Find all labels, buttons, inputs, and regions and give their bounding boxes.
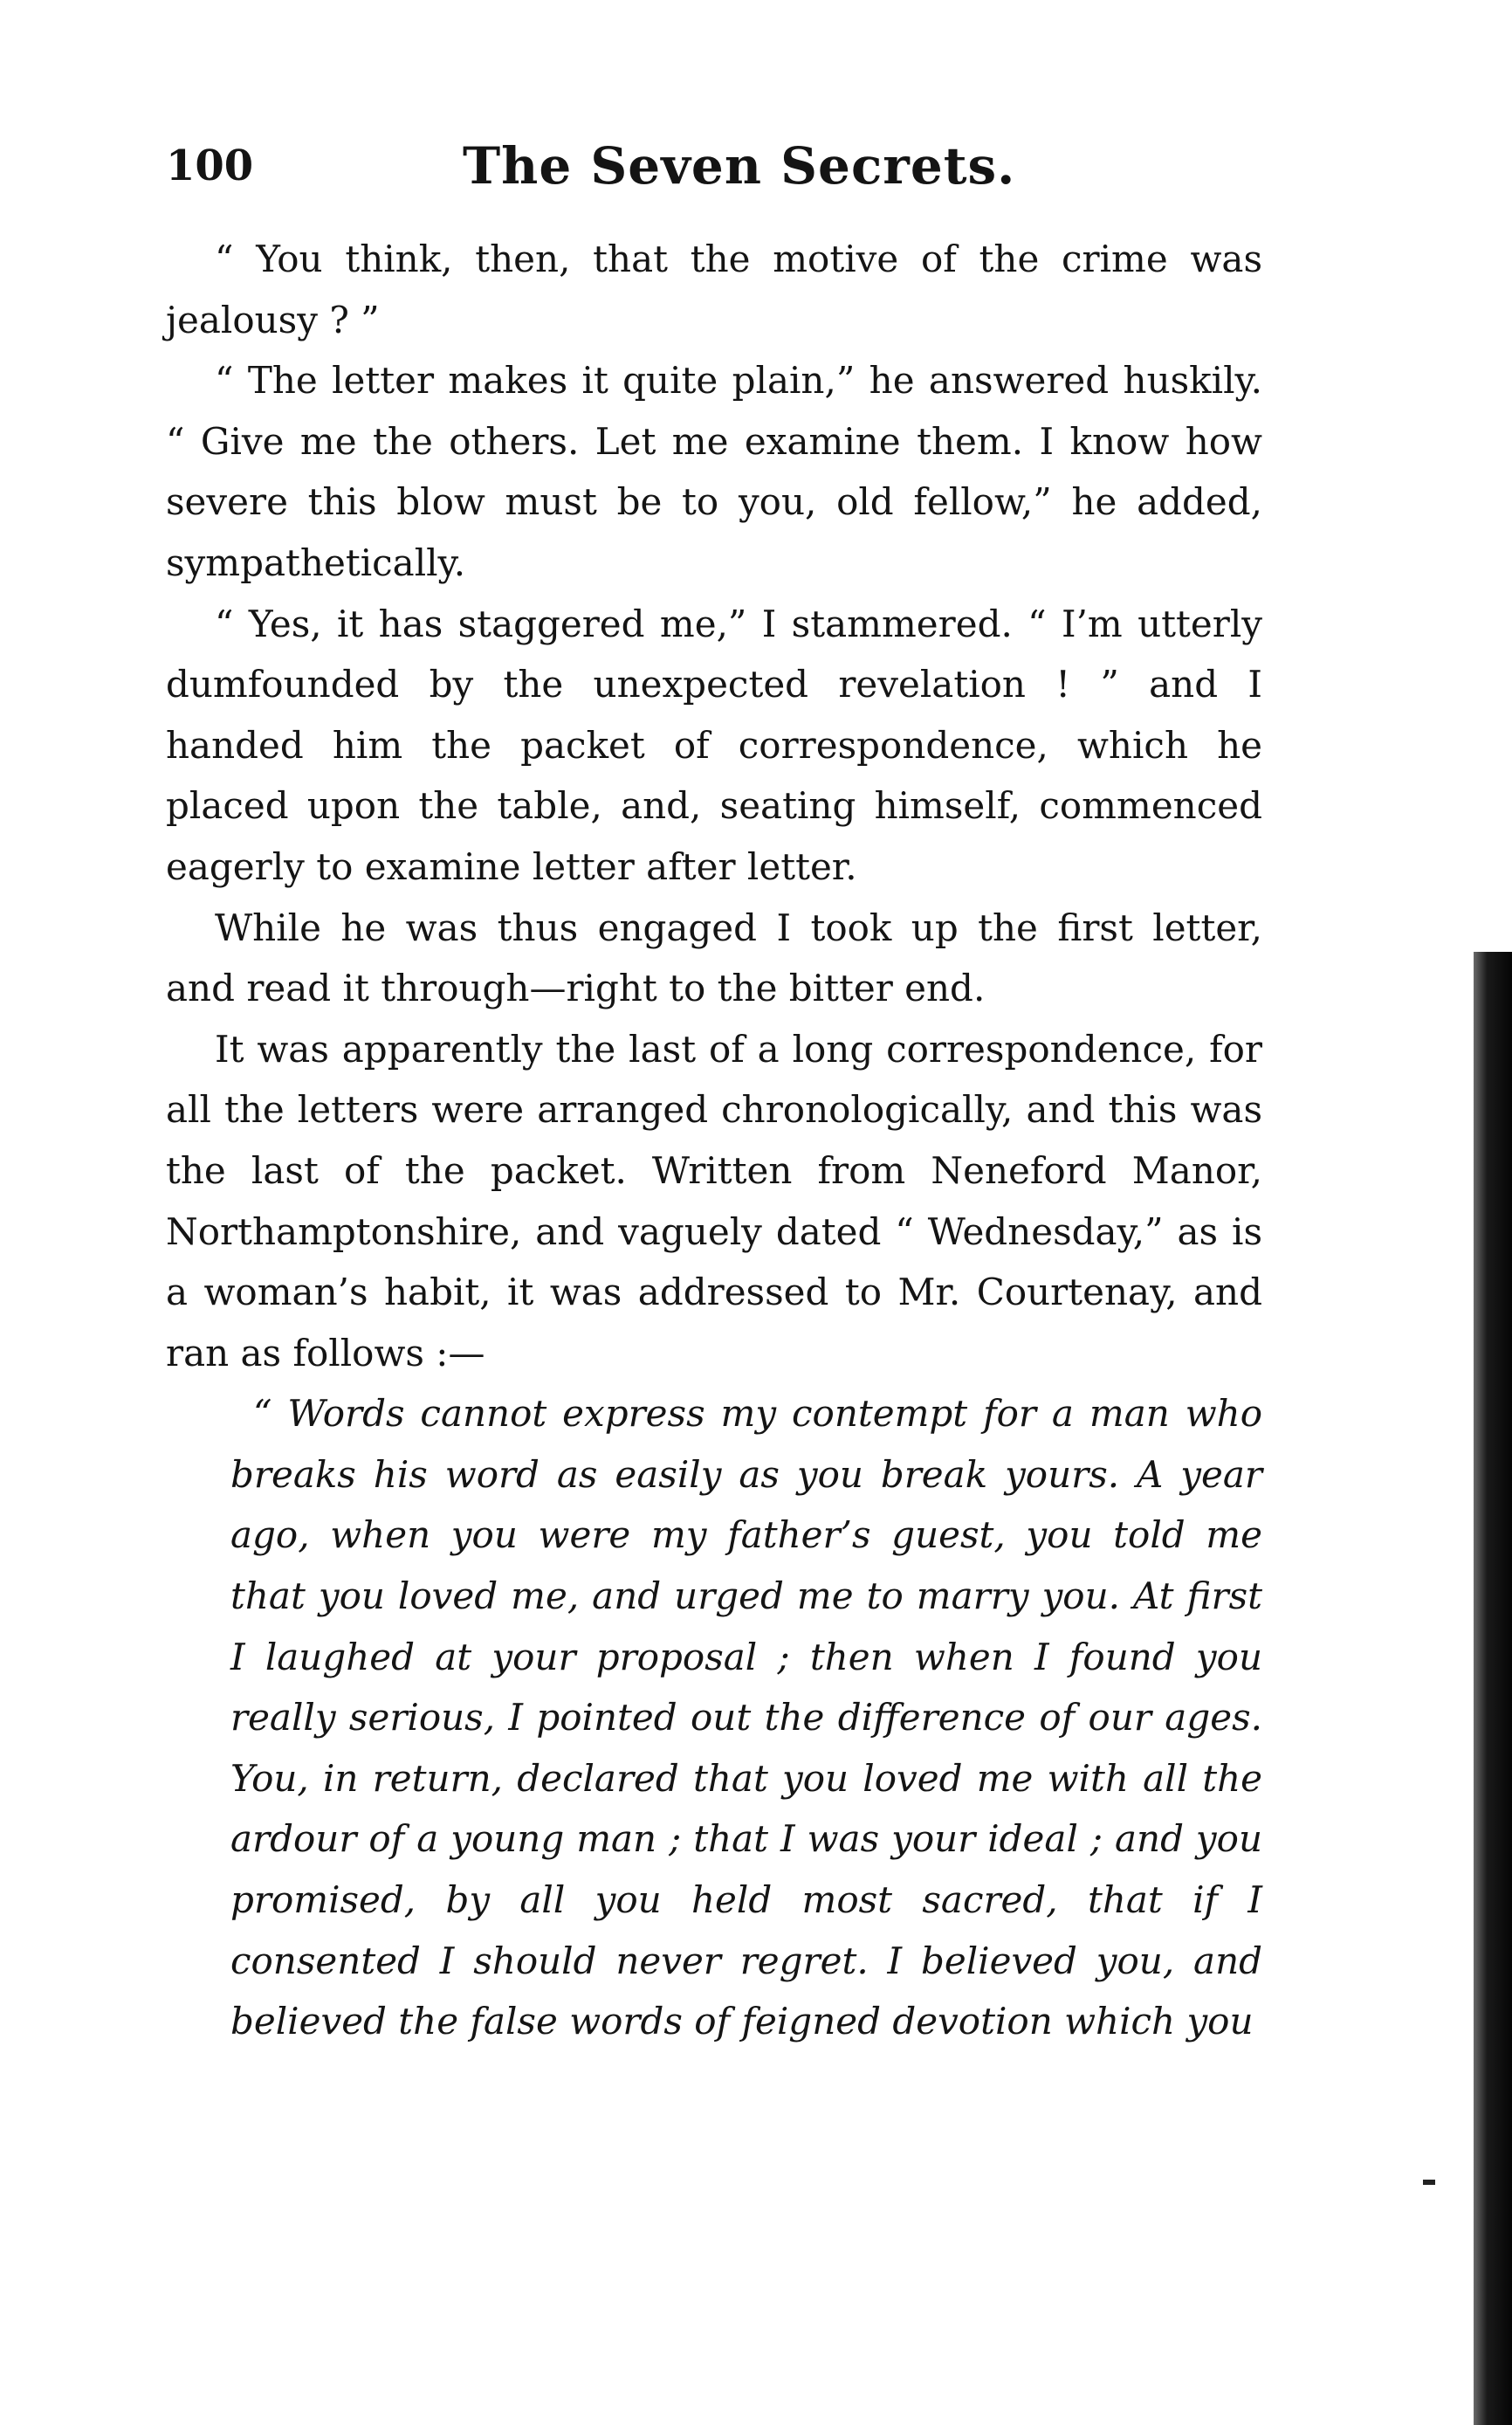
page-edge-shadow [1474,952,1512,2425]
page-edge-mark [1423,2180,1435,2185]
paragraph-5: It was apparently the last of a long correspondence, for all the letters were arranged chronologically, and this was the last of the packet. Written from Neneford Manor, Northamptonshire, and vaguely dated “ Wednesday,” as is a woman’s habit, it was addressed to Mr. Courtenay, and ran as follows :— [166,1027,1262,1374]
paragraph-1: “ You think, then, that the motive of the crime was jealousy ? ” [166,238,1262,341]
quoted-letter: “ Words cannot express my contempt for a man who breaks his word as easily as you break yours. A year ago, when you were my father’s guest, you told me that you loved me, and urged me to marry you. At first I laughed at your proposal ; then when I found you really serious, I pointed out the difference of our ages. You, in return, declared that you loved me with all the ardour of a young man ; that I was your ideal ; and you promised, by all you held most sacred, that if I consented I should never regret. I believed you, and believed the false words of feigned devotion which you [230,1392,1262,2043]
page-number: 100 [166,141,254,190]
paragraph-4: While he was thus engaged I took up the first letter, and read it through—right to the bitter end. [166,906,1262,1010]
body-text [166,229,1262,2052]
page-header [166,131,1266,201]
paragraph-3: “ Yes, it has staggered me,” I stammered. “ I’m utterly dumfounded by the unexpected revelation ! ” and I handed him the packet of correspondence, which he placed upon the table, and, seating himself, commenced eagerly to examine letter after letter. [166,602,1262,888]
running-title: The Seven Secrets. [463,136,1016,196]
paragraph-2: “ The letter makes it quite plain,” he answered huskily. “ Give me the others. Let me examine them. I know how severe this blow must be to you, old fellow,” he added, sympathetically. [166,359,1262,584]
